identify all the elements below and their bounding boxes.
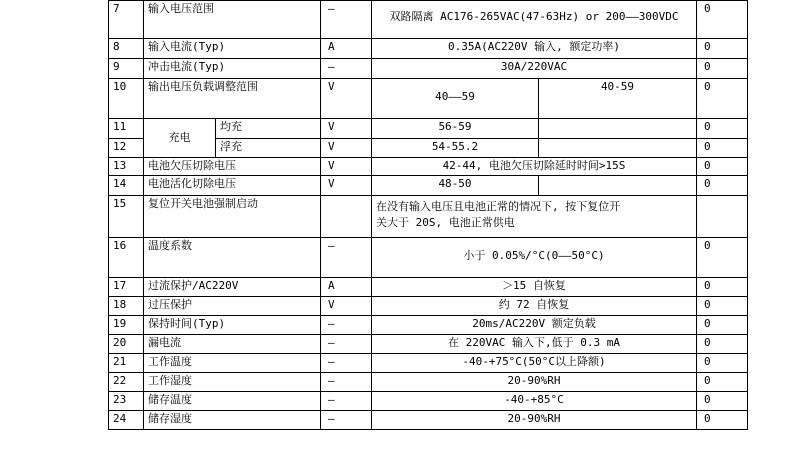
value-cell <box>372 196 697 238</box>
value-cell: 48-50 <box>372 176 539 196</box>
table-row <box>109 335 748 354</box>
unit-cell: — <box>321 354 372 373</box>
value-cell: -40-+75°C(50°C以上降额) <box>372 354 697 373</box>
value-cell: 42-44, 电池欠压切除延时时间>15S <box>372 158 697 176</box>
unit-cell: — <box>321 59 372 79</box>
table-row <box>109 297 748 316</box>
unit-cell: A <box>321 278 372 297</box>
spec-table <box>108 0 748 430</box>
unit-cell: V <box>321 297 372 316</box>
status-cell: 0 <box>697 119 748 139</box>
value-line: 关大于 20S, 电池正常供电 <box>376 216 515 229</box>
row-number: 11 <box>109 119 144 139</box>
status-cell: 0 <box>697 392 748 411</box>
value-cell: 30A/220VAC <box>372 59 697 79</box>
param-name: 冲击电流(Typ) <box>144 59 321 79</box>
row-number: 9 <box>109 59 144 79</box>
row-number: 17 <box>109 278 144 297</box>
status-cell: 0 <box>697 354 748 373</box>
status-cell: 0 <box>697 176 748 196</box>
status-cell: 0 <box>697 316 748 335</box>
row-number: 10 <box>109 79 144 119</box>
param-name: 输出电压负载调整范围 <box>144 79 321 119</box>
param-name: 电池欠压切除电压 <box>144 158 321 176</box>
table-row <box>109 238 748 278</box>
row-number: 7 <box>109 1 144 39</box>
status-cell: 0 <box>697 335 748 354</box>
group-label: 充电 <box>144 119 216 158</box>
value-cell: 20-90%RH <box>372 373 697 392</box>
param-name: 输入电流(Typ) <box>144 39 321 59</box>
table-row <box>109 196 748 238</box>
value-cell <box>372 238 697 278</box>
row-number: 16 <box>109 238 144 278</box>
status-cell: 0 <box>697 59 748 79</box>
value-cell <box>372 1 697 39</box>
value-cell: -40-+85°C <box>372 392 697 411</box>
param-name: 储存温度 <box>144 392 321 411</box>
row-number: 14 <box>109 176 144 196</box>
row-number: 12 <box>109 139 144 158</box>
unit-cell: V <box>321 176 372 196</box>
status-cell: 0 <box>697 278 748 297</box>
status-cell: 0 <box>697 79 748 119</box>
value-line: 在没有输入电压且电池正常的情况下, 按下复位开 <box>376 200 621 213</box>
unit-cell <box>321 196 372 238</box>
value-cell: ＞15 自恢复 <box>372 278 697 297</box>
value-text: 小于 0.05%/°C(0——50°C) <box>463 249 605 262</box>
unit-cell: V <box>321 158 372 176</box>
row-number: 24 <box>109 411 144 430</box>
param-name: 工作温度 <box>144 354 321 373</box>
unit-cell: V <box>321 79 372 119</box>
param-name: 过流保护/AC220V <box>144 278 321 297</box>
status-cell: 0 <box>697 1 748 39</box>
row-number: 20 <box>109 335 144 354</box>
table-row <box>109 79 748 119</box>
value-cell: 56-59 <box>372 119 539 139</box>
param-name: 保持时间(Typ) <box>144 316 321 335</box>
status-cell: 0 <box>697 158 748 176</box>
row-number: 15 <box>109 196 144 238</box>
unit-cell: V <box>321 139 372 158</box>
value-text: 双路隔离 AC176-265VAC(47-63Hz) or 200——300VDC <box>389 10 679 23</box>
value-cell: 54-55.2 <box>372 139 539 158</box>
row-number: 22 <box>109 373 144 392</box>
param-name: 漏电流 <box>144 335 321 354</box>
table-row <box>109 176 748 196</box>
table-row <box>109 392 748 411</box>
value-cell <box>372 79 539 119</box>
unit-cell: — <box>321 373 372 392</box>
param-name: 复位开关电池强制启动 <box>144 196 321 238</box>
unit-cell: — <box>321 392 372 411</box>
param-name: 均充 <box>216 119 321 139</box>
value-cell: 约 72 自恢复 <box>372 297 697 316</box>
unit-cell: V <box>321 119 372 139</box>
table-row <box>109 158 748 176</box>
param-name: 输入电压范围 <box>144 1 321 39</box>
unit-cell: — <box>321 411 372 430</box>
table-row <box>109 373 748 392</box>
value-cell: 20-90%RH <box>372 411 697 430</box>
row-number: 8 <box>109 39 144 59</box>
value-text: 40——59 <box>435 90 475 103</box>
row-number: 23 <box>109 392 144 411</box>
table-row <box>109 59 748 79</box>
table-row <box>109 354 748 373</box>
empty-cell <box>539 176 697 196</box>
param-name: 电池活化切除电压 <box>144 176 321 196</box>
param-name: 过压保护 <box>144 297 321 316</box>
status-cell: 0 <box>697 411 748 430</box>
value-cell: 20ms/AC220V 额定负载 <box>372 316 697 335</box>
unit-cell: — <box>321 316 372 335</box>
param-name: 浮充 <box>216 139 321 158</box>
param-name: 工作湿度 <box>144 373 321 392</box>
row-number: 21 <box>109 354 144 373</box>
param-name: 储存湿度 <box>144 411 321 430</box>
row-number: 18 <box>109 297 144 316</box>
status-cell: 0 <box>697 238 748 278</box>
table-row <box>109 119 748 139</box>
table-row <box>109 39 748 59</box>
table-row <box>109 1 748 39</box>
status-cell: 0 <box>697 373 748 392</box>
status-cell: 0 <box>697 297 748 316</box>
value-cell: 40-59 <box>539 79 697 119</box>
status-cell: 0 <box>697 139 748 158</box>
param-name: 温度系数 <box>144 238 321 278</box>
row-number: 13 <box>109 158 144 176</box>
table-row <box>109 316 748 335</box>
unit-cell: — <box>321 238 372 278</box>
status-cell <box>697 196 748 238</box>
unit-cell: A <box>321 39 372 59</box>
unit-cell: — <box>321 335 372 354</box>
empty-cell <box>539 139 697 158</box>
value-cell: 在 220VAC 输入下,低于 0.3 mA <box>372 335 697 354</box>
status-cell: 0 <box>697 39 748 59</box>
row-number: 19 <box>109 316 144 335</box>
unit-cell: — <box>321 1 372 39</box>
value-cell: 0.35A(AC220V 输入, 额定功率) <box>372 39 697 59</box>
table-row <box>109 278 748 297</box>
empty-cell <box>539 119 697 139</box>
table-row <box>109 411 748 430</box>
